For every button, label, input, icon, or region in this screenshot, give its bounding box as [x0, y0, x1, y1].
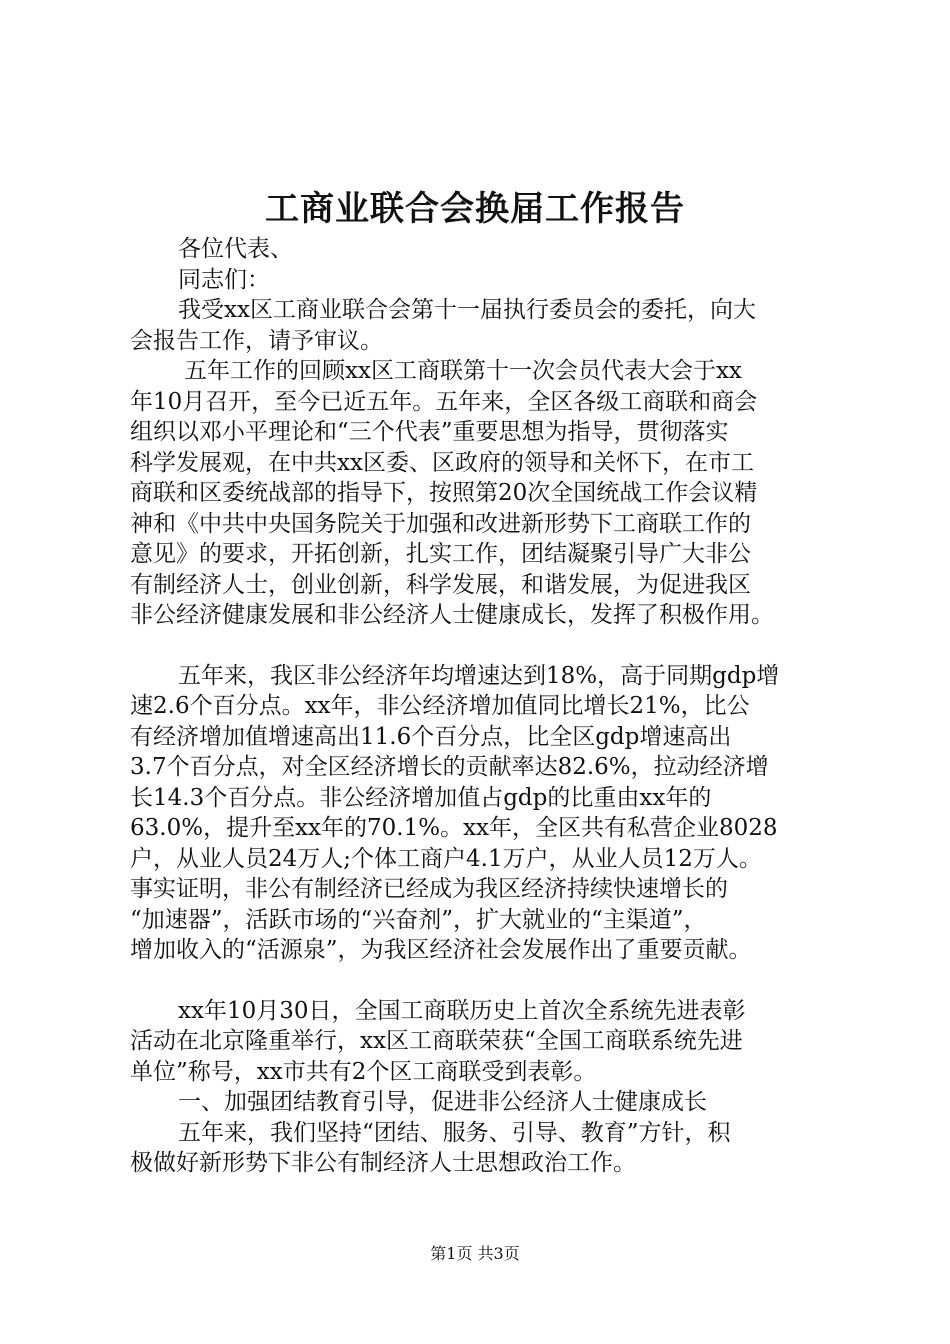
paragraph-line: 速2.6个百分点。xx年，非公经济增加值同比增长21%，比公 [130, 693, 750, 719]
paragraph-line: 五年来，我区非公经济年均增速达到18%，高于同期gdp增 [178, 662, 780, 689]
paragraph-line: 活动在北京隆重举行，xx区工商联荣获“全国工商联系统先进 [130, 1028, 743, 1054]
paragraph-line: 有经济增加值增速高出11.6个百分点，比全区gdp增速高出 [130, 723, 732, 750]
paragraph-line: 极做好新形势下非公有制经济人士思想政治工作。 [130, 1150, 636, 1176]
paragraph-line: 非公经济健康发展和非公经济人士健康成长，发挥了积极作用。 [130, 602, 774, 628]
paragraph-line: 单位”称号，xx市共有2个区工商联受到表彰。 [130, 1058, 597, 1085]
paragraph-gap [130, 631, 830, 661]
paragraph-line: 3.7个百分点，对全区经济增长的贡献率达82.6%，拉动经济增 [130, 754, 769, 780]
paragraph-line: 会报告工作，请予审议。 [130, 327, 383, 354]
paragraph-line: 五年来，我们坚持“团结、服务、引导、教育”方针，积 [178, 1119, 731, 1146]
paragraph-line: 五年工作的回顾xx区工商联第十一次会员代表大会于xx [184, 358, 742, 384]
paragraph-line: 科学发展观，在中共xx区委、区政府的领导和关怀下，在市工 [130, 449, 754, 476]
paragraph-line: 组织以邓小平理论和“三个代表”重要思想为指导，贯彻落实 [130, 419, 729, 445]
paragraph-line: 户，从业人员24万人;个体工商户4.1万户，从业人员12万人。 [130, 845, 762, 872]
document-title: 工商业联合会换届工作报告 [265, 189, 685, 229]
paragraph-line: 增加收入的“活源泉”，为我区经济社会发展作出了重要贡献。 [130, 937, 752, 963]
page-footer: 第1页 共3页 [430, 1244, 520, 1263]
paragraph-line: 事实证明，非公有制经济已经成为我区经济持续快速增长的 [130, 876, 728, 902]
paragraph-line: xx年10月30日，全国工商联历史上首次全系统先进表彰 [178, 997, 746, 1024]
paragraph-line: 年10月召开，至今已近五年。五年来，全区各级工商联和商会 [130, 388, 758, 415]
paragraph-line: 63.0%，提升至xx年的70.1%。xx年，全区共有私营企业8028 [130, 815, 778, 841]
paragraph-line: 神和《中共中央国务院关于加强和改进新形势下工商联工作的 [130, 510, 751, 537]
paragraph-gap [130, 966, 830, 996]
paragraph-line: 商联和区委统战部的指导下，按照第20次全国统战工作会议精 [130, 480, 758, 506]
salutation-line: 各位代表、 [178, 236, 293, 262]
paragraph-line: 我受xx区工商业联合会第十一届执行委员会的委托，向大 [178, 297, 756, 323]
paragraph-line: “加速器”，活跃市场的“兴奋剂”，扩大就业的“主渠道”， [130, 906, 707, 933]
paragraph-line: 长14.3个百分点。非公经济增加值占gdp的比重由xx年的 [130, 784, 712, 811]
salutation-line: 同志们： [178, 266, 270, 293]
paragraph-line: 意见》的要求，开拓创新，扎实工作，团结凝聚引导广大非公 [130, 541, 751, 567]
paragraph-line: 有制经济人士，创业创新，科学发展，和谐发展，为促进我区 [130, 571, 751, 598]
section-heading: 一、加强团结教育引导，促进非公经济人士健康成长 [178, 1089, 707, 1115]
document-body [130, 234, 830, 1179]
